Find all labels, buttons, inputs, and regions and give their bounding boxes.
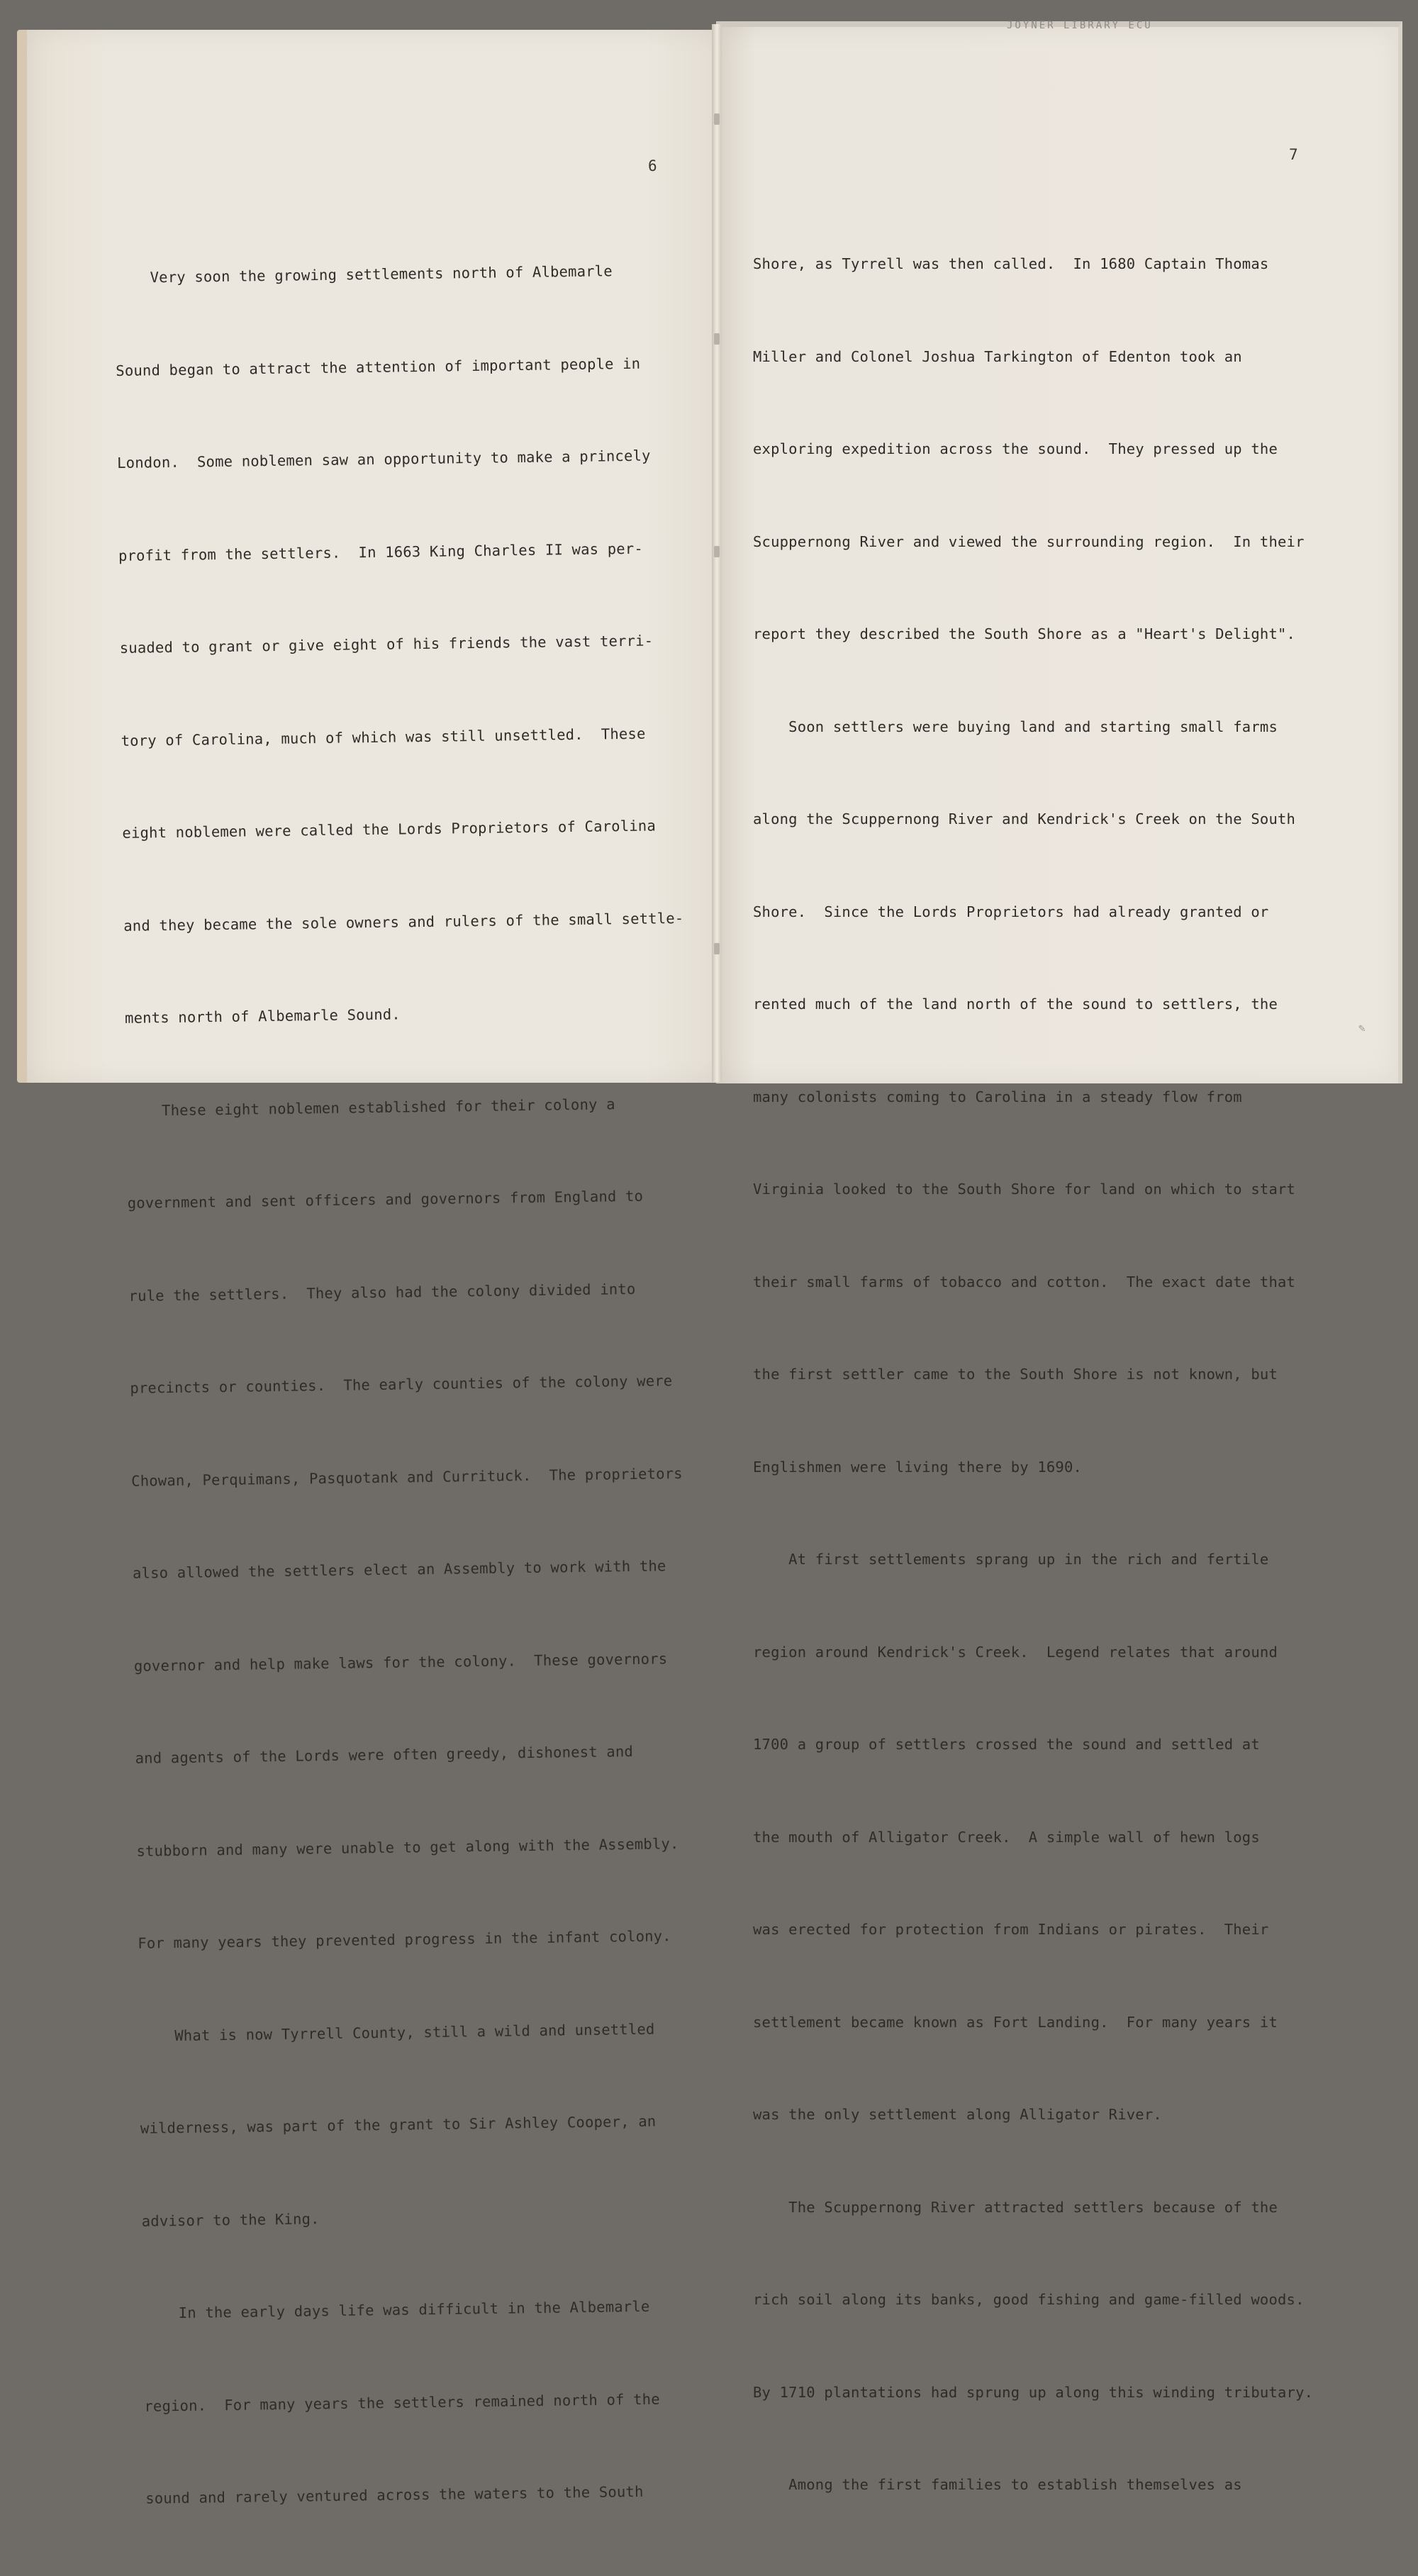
text-line: Scuppernong River and viewed the surrounding region. In their [753, 533, 1305, 550]
text-line: and they became the sole owners and rulers of the small settle- [123, 909, 684, 935]
text-line: For many years they prevented progress in the infant colony. [138, 1927, 671, 1952]
text-line: precincts or counties. The early counties of the colony were [130, 1372, 673, 1397]
text-line: also allowed the settlers elect an Assembly to work with the [132, 1557, 666, 1582]
text-line: Shore. Since the Lords Proprietors had already granted or [753, 903, 1269, 920]
text-line: The Scuppernong River attracted settlers because of the [753, 2198, 1278, 2216]
text-line: eight noblemen were called the Lords Proprietors of Carolina [122, 817, 657, 842]
text-line: along the Scuppernong River and Kendrick's Creek on the South [753, 810, 1296, 827]
text-line: Soon settlers were buying land and starting small farms [753, 718, 1278, 735]
text-line: Shore, as Tyrrell was then called. In 1680 Captain Thomas [753, 255, 1269, 272]
library-stamp: JOYNER LIBRARY ECU [1007, 20, 1153, 31]
text-line: Sound began to attract the attention of important people in [116, 355, 641, 379]
text-line: government and sent officers and governors from England to [127, 1187, 644, 1212]
text-line: tory of Carolina, much of which was still unsettled. These [121, 725, 646, 749]
text-line: governor and help make laws for the colony. These governors [133, 1649, 668, 1675]
text-line: many colonists coming to Carolina in a steady flow from [753, 1088, 1242, 1105]
text-line: 1700 a group of settlers crossed the sound and settled at [753, 1736, 1260, 1753]
text-line: was erected for protection from Indians or pirates. Their [753, 1921, 1269, 1938]
text-line: exploring expedition across the sound. They pressed up the [753, 440, 1278, 457]
text-line: These eight noblemen established for their colony a [125, 1095, 615, 1120]
text-line: rich soil along its banks, good fishing and game-filled woods. [753, 2291, 1305, 2308]
text-line: report they described the South Shore as a "Heart's Delight". [753, 625, 1296, 642]
text-line: was the only settlement along Alligator River. [753, 2106, 1162, 2123]
text-line: London. Some noblemen saw an opportunity to make a princely [116, 447, 651, 472]
text-line: the first settler came to the South Shore is not known, but [753, 1366, 1278, 1383]
pencil-mark-icon: ✎ [1358, 1021, 1366, 1035]
text-line: Very soon the growing settlements north of Albemarle [114, 262, 613, 286]
text-line: By 1710 plantations had sprung up along this winding tributary. [753, 2383, 1314, 2401]
text-line: At first settlements sprang up in the rich and fertile [753, 1551, 1269, 1568]
text-line: the mouth of Alligator Creek. A simple wall of hewn logs [753, 1828, 1260, 1846]
binding-staple [714, 943, 720, 954]
text-line: Chowan, Perquimans, Pasquotank and Currituck. The proprietors [131, 1464, 683, 1490]
text-line: Virginia looked to the South Shore for land on which to start [753, 1181, 1296, 1198]
right-page-text [753, 187, 1313, 2563]
text-line: rule the settlers. They also had the colony divided into [128, 1280, 636, 1305]
binding-staple [714, 113, 720, 125]
binding-staple [714, 333, 720, 345]
text-line: Miller and Colonel Joshua Tarkington of Edenton took an [753, 347, 1242, 365]
text-line: settlement became known as Fort Landing. For many years it [753, 2013, 1278, 2031]
text-line: Englishmen were living there by 1690. [753, 1458, 1083, 1476]
text-line: region. For many years the settlers remained north of the [144, 2390, 660, 2415]
text-line: region around Kendrick's Creek. Legend relates that around [753, 1643, 1278, 1661]
left-page-text [113, 194, 707, 2576]
text-line: sound and rarely ventured across the waters to the South [145, 2482, 644, 2507]
text-line: Among the first families to establish themselves as [753, 2476, 1242, 2493]
text-line: stubborn and many were unable to get along with the Assembly. [136, 1834, 679, 1860]
text-line: and agents of the Lords were often greedy, dishonest and [135, 1742, 634, 1767]
text-line: What is now Tyrrell County, still a wild and unsettled [138, 2020, 655, 2045]
text-line: suaded to grant or give eight of his friends the vast terri- [119, 632, 654, 657]
text-line: advisor to the King. [141, 2209, 320, 2230]
right-page-number: 7 [1289, 146, 1298, 163]
left-page-number: 6 [648, 157, 657, 174]
text-line: ments north of Albemarle Sound. [124, 1005, 401, 1027]
text-line: profit from the settlers. In 1663 King Charles II was per- [118, 540, 644, 564]
text-line: In the early days life was difficult in the Albemarle [143, 2297, 650, 2322]
binding-staple [714, 546, 720, 557]
text-line: wilderness, was part of the grant to Sir Ashley Cooper, an [140, 2112, 657, 2137]
text-line: rented much of the land north of the sound to settlers, the [753, 996, 1278, 1013]
text-line: their small farms of tobacco and cotton. The exact date that [753, 1273, 1296, 1290]
